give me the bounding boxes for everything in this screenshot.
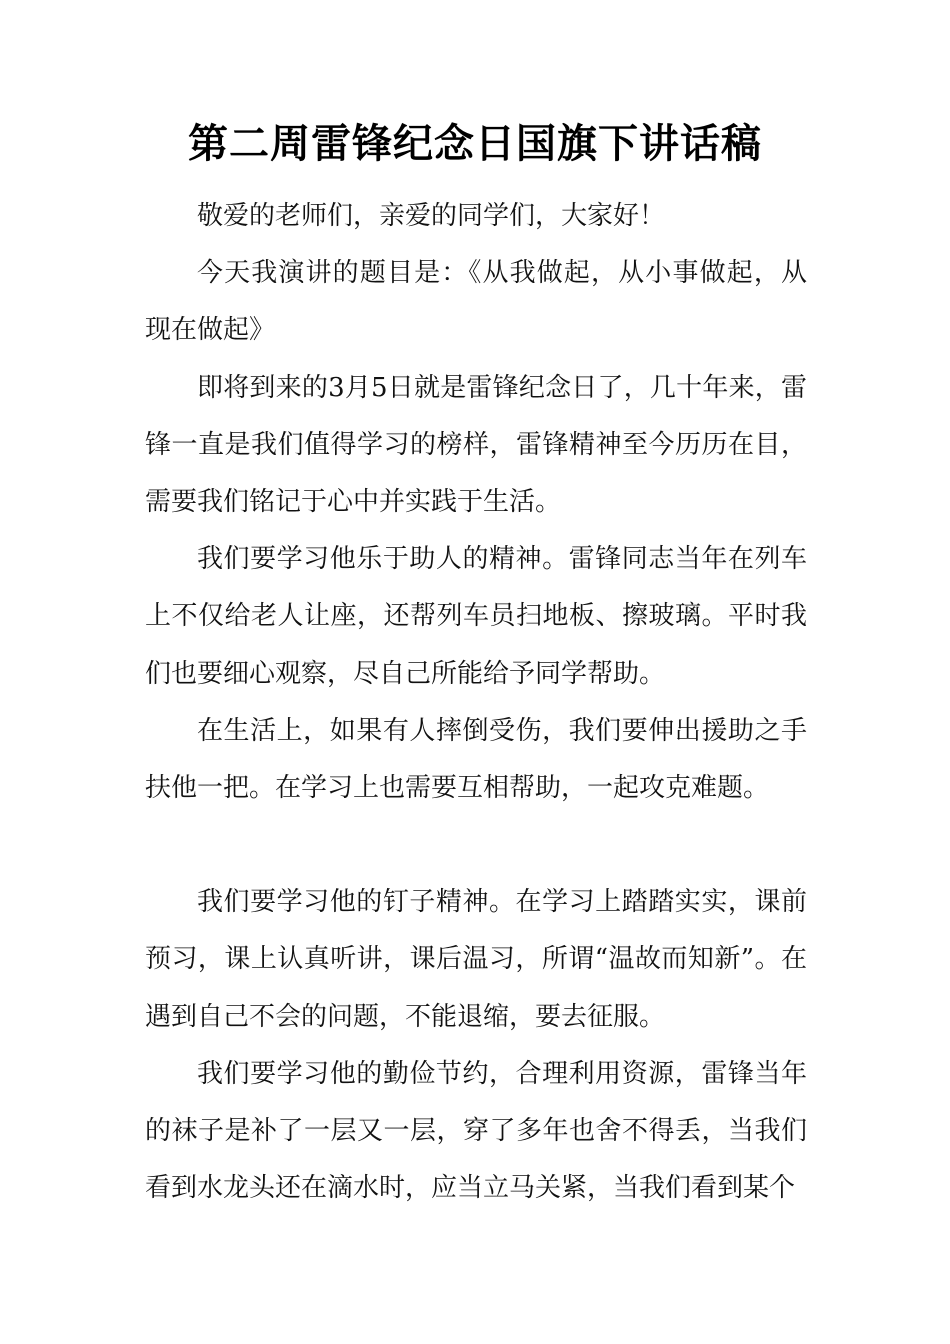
document-title: 第二周雷锋纪念日国旗下讲话稿 xyxy=(188,121,762,167)
paragraph-thrift: 我们要学习他的勤俭节约，合理利用资源，雷锋当年的袜子是补了一层又一层，穿了多年也舍不得丢，当我们看到水龙头还在滴水时，应当立马关紧，当我们看到某个 xyxy=(145,1058,807,1204)
paragraph-helping: 我们要学习他乐于助人的精神。雷锋同志当年在列车上不仅给老人让座，还帮列车员扫地板、擦玻璃。平时我们也要细心观察，尽自己所能给予同学帮助。 xyxy=(145,544,807,689)
paragraph-greeting: 敬爱的老师们，亲爱的同学们，大家好！ xyxy=(197,201,666,231)
paragraph-nail-spirit: 我们要学习他的钉子精神。在学习上踏踏实实，课前预习，课上认真听讲，课后温习，所谓“温故而知新”。在遇到自己不会的问题，不能退缩，要去征服。 xyxy=(145,887,807,1032)
paragraph-intro: 即将到来的3月5日就是雷锋纪念日了，几十年来，雷锋一直是我们值得学习的榜样，雷锋精神至今历历在目，需要我们铭记于心中并实践于生活。 xyxy=(145,372,807,518)
paragraph-life: 在生活上，如果有人摔倒受伤，我们要伸出援助之手扶他一把。在学习上也需要互相帮助，一起攻克难题。 xyxy=(145,715,807,804)
paragraph-topic: 今天我演讲的题目是：《从我做起，从小事做起，从现在做起》 xyxy=(145,258,807,346)
document-body xyxy=(145,188,807,1217)
paragraph-spacer xyxy=(145,817,807,874)
